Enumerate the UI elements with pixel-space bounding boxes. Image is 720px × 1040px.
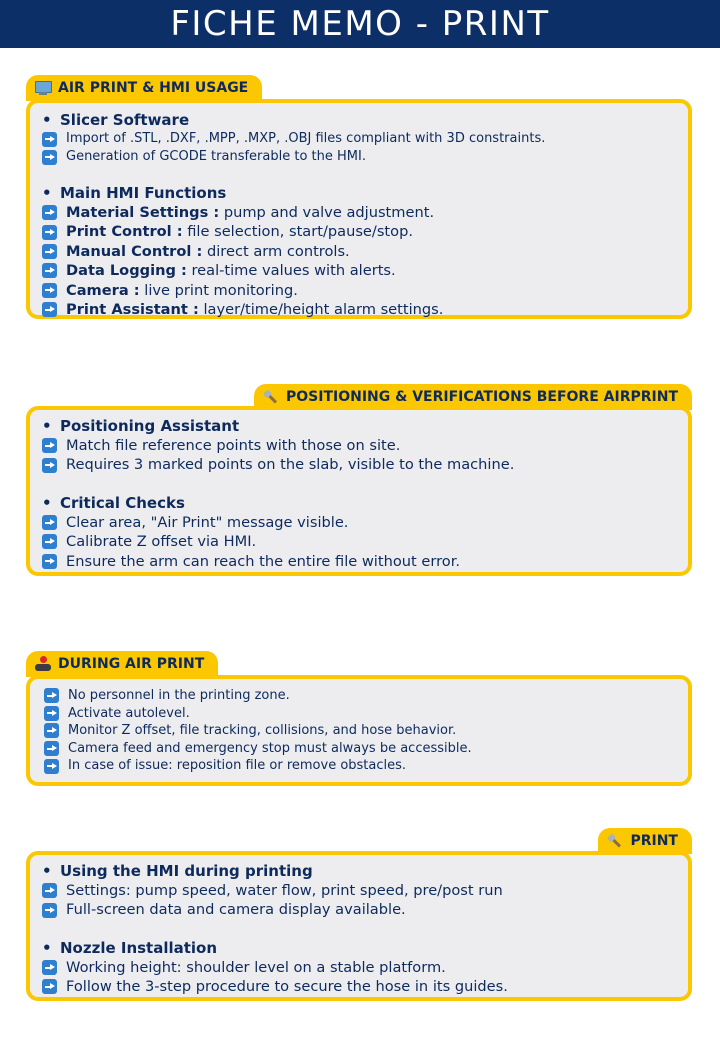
panel-during-air-print <box>26 675 692 786</box>
list-item: Data Logging : real-time values with alerts. <box>42 261 676 280</box>
panel-positioning <box>26 406 692 576</box>
panel-air-print <box>26 99 692 319</box>
section-title: • Main HMI Functions <box>42 184 227 202</box>
arrow-right-icon <box>42 903 57 918</box>
arrow-right-icon <box>42 244 57 259</box>
arrow-right-icon <box>44 759 59 774</box>
arrow-right-icon <box>44 741 59 756</box>
section-title: • Nozzle Installation <box>42 938 218 957</box>
list-item: Settings: pump speed, water flow, print speed, pre/post run <box>42 881 676 900</box>
arrow-right-icon <box>42 554 57 569</box>
arrow-right-icon <box>44 688 59 703</box>
arrow-right-icon <box>42 515 57 530</box>
section-tab-air-print <box>26 75 262 101</box>
list-item: Calibrate Z offset via HMI. <box>42 532 676 551</box>
list-item: Ensure the arm can reach the entire file without error. <box>42 552 676 571</box>
list-item: Clear area, "Air Print" message visible. <box>42 513 676 532</box>
section-tab-label: DURING AIR PRINT <box>58 656 205 672</box>
section-tab-label: AIR PRINT & HMI USAGE <box>58 80 249 96</box>
page-title: FICHE MEMO - PRINT <box>0 0 720 48</box>
arrow-right-icon <box>42 150 57 165</box>
arrow-right-icon <box>42 263 57 278</box>
list-item: Match file reference points with those on site. <box>42 436 676 455</box>
list-item: Camera feed and emergency stop must always be accessible. <box>44 740 676 758</box>
arrow-right-icon <box>42 205 57 220</box>
panel-print <box>26 851 692 1001</box>
list-item: Activate autolevel. <box>44 705 676 723</box>
section-title: • Slicer Software <box>42 111 190 129</box>
arrow-right-icon <box>42 979 57 994</box>
list-item: Monitor Z offset, file tracking, collisions, and hose behavior. <box>44 722 676 740</box>
section-tab-label: PRINT <box>630 833 678 849</box>
arrow-right-icon <box>42 438 57 453</box>
list-item: Camera : live print monitoring. <box>42 281 676 300</box>
list-item: Material Settings : pump and valve adjustment. <box>42 203 676 222</box>
list-item: Requires 3 marked points on the slab, visible to the machine. <box>42 455 676 474</box>
list-item: Print Control : file selection, start/pause/stop. <box>42 222 676 241</box>
section-tab-label: POSITIONING & VERIFICATIONS BEFORE AIRPRINT <box>286 389 678 405</box>
section-title: • Critical Checks <box>42 493 185 512</box>
list-item: Follow the 3-step procedure to secure the hose in its guides. <box>42 977 676 996</box>
list-item: Print Assistant : layer/time/height alarm settings. <box>42 300 676 319</box>
hammer-wrench-icon <box>606 833 624 849</box>
arrow-right-icon <box>42 883 57 898</box>
arrow-right-icon <box>42 283 57 298</box>
arrow-right-icon <box>42 225 57 240</box>
joystick-icon <box>34 656 52 672</box>
list-item: Import of .STL, .DXF, .MPP, .MXP, .OBJ files compliant with 3D constraints. <box>42 130 676 148</box>
section-tab-positioning <box>254 384 692 410</box>
list-item: Generation of GCODE transferable to the HMI. <box>42 148 676 166</box>
arrow-right-icon <box>42 302 57 317</box>
arrow-right-icon <box>42 132 57 147</box>
section-tab-print <box>598 828 692 854</box>
monitor-icon <box>34 80 52 96</box>
list-item: Working height: shoulder level on a stable platform. <box>42 958 676 977</box>
list-item: In case of issue: reposition file or remove obstacles. <box>44 757 676 775</box>
section-tab-during-air-print <box>26 651 218 677</box>
list-item: Manual Control : direct arm controls. <box>42 242 676 261</box>
arrow-right-icon <box>42 534 57 549</box>
section-title: • Positioning Assistant <box>42 417 240 435</box>
hammer-wrench-icon <box>262 389 280 405</box>
arrow-right-icon <box>44 723 59 738</box>
arrow-right-icon <box>42 458 57 473</box>
section-title: • Using the HMI during printing <box>42 862 313 880</box>
list-item: No personnel in the printing zone. <box>44 687 676 705</box>
arrow-right-icon <box>44 706 59 721</box>
list-item: Full-screen data and camera display available. <box>42 900 676 919</box>
arrow-right-icon <box>42 960 57 975</box>
